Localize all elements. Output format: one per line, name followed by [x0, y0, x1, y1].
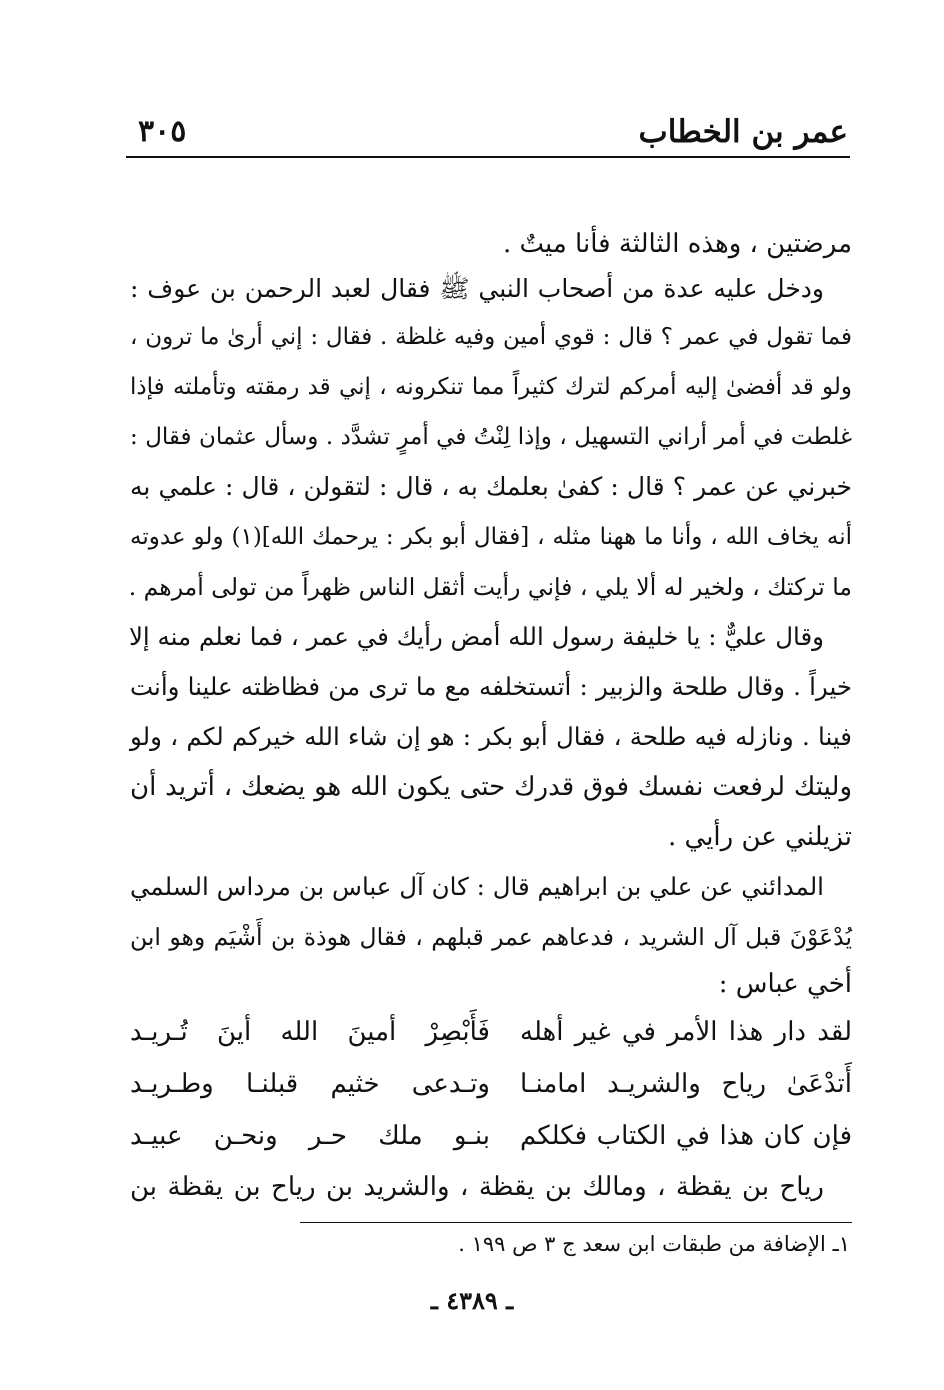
verse-second-hemistich: بنـو ملك حـر ونحـن عبيـد: [130, 1121, 490, 1151]
page-number: ٣٠٥: [138, 114, 187, 149]
text-line: غلطت في أمر أراني التسهيل ، وإذا لِنْتُ في أمرٍ تشدَّد . وسأل عثمان فقال :: [130, 424, 852, 450]
text-line: خبرني عن عمر ؟ قال : كفىٰ بعلمك به ، قال : لتقولن ، قال : علمي به: [130, 472, 852, 501]
text-line: وقال عليٌّ : يا خليفة رسول الله أمض رأيك في عمر ، فما نعلم منه إلا: [128, 622, 824, 651]
footnote: ١ـ الإضافة من طبقات ابن سعد ج ٣ ص ١٩٩ .: [458, 1232, 850, 1256]
running-title: عمر بن الخطاب: [638, 114, 848, 150]
poem-verse: [130, 1006, 852, 1058]
verse-first-hemistich: لقد دار هذا الأمر في غير أهله: [520, 1017, 852, 1047]
text-line: أخي عباس :: [718, 969, 852, 999]
body-text: [130, 222, 852, 1212]
text-line: تزيلني عن رأيي .: [668, 822, 852, 852]
verse-second-hemistich: وتـدعى خثيم قبلنـا وطـريـد: [130, 1069, 490, 1099]
text-line: رياح بن يقظة ، ومالك بن يقظة ، والشريد بن رياح بن يقظة بن: [130, 1172, 824, 1202]
text-line: ولو قد أفضىٰ إليه أمركم لترك كثيراً مما تنكرونه ، إني قد رمقته وتأملته فإذا: [130, 374, 852, 400]
text-line: مرضتين ، وهذه الثالثة فأنا ميتٌ .: [502, 229, 852, 259]
text-line: أنه يخاف الله ، وأنا ما ههنا مثله ، [فقال أبو بكر : يرحمك الله](١) ولو عدوته: [130, 524, 853, 550]
verse-second-hemistich: فَأَبْصِرْ أمينَ الله أينَ تُـريـد: [130, 1017, 490, 1047]
text-line: ودخل عليه عدة من أصحاب النبي ﷺ فقال لعبد الرحمن بن عوف :: [130, 274, 824, 303]
text-line: ما تركتك ، ولخير له ألا يلي ، فإني رأيت أثقل الناس ظهراً من تولى أمرهم .: [128, 573, 852, 601]
folio-number: ـ ٤٣٨٩ ـ: [430, 1286, 514, 1315]
text-line: يُدْعَوْنَ قبل آل الشريد ، فدعاهم عمر قبلهم ، فقال هوذة بن أَشْيَم وهو ابن: [130, 923, 852, 951]
poem-verse: [130, 1058, 852, 1110]
text-line: وليتك لرفعت نفسك فوق قدرك حتى يكون الله هو يضعك ، أتريد أن: [130, 772, 852, 802]
text-line: المدائني عن علي بن ابراهيم قال : كان آل عباس بن مرداس السلمي: [130, 872, 824, 901]
text-line: خيراً . وقال طلحة والزبير : أتستخلفه مع ما ترى من فظاظته علينا وأنت: [130, 672, 852, 701]
running-header: [126, 110, 850, 158]
text-line: فينا . ونازله فيه طلحة ، فقال أبو بكر : هو إن شاء الله خيركم لكم ، ولو: [130, 722, 852, 751]
footnote-divider: [300, 1222, 852, 1223]
poem-verse: [130, 1110, 852, 1162]
verse-first-hemistich: فإن كان هذا في الكتاب فكلكم: [520, 1121, 852, 1151]
text-line: فما تقول في عمر ؟ قال : قوي أمين وفيه غلظة . فقال : إني أرىٰ ما ترون ،: [130, 324, 852, 350]
verse-first-hemistich: أَتدْعَىٰ رياح والشريـد امامنـا: [520, 1069, 852, 1099]
